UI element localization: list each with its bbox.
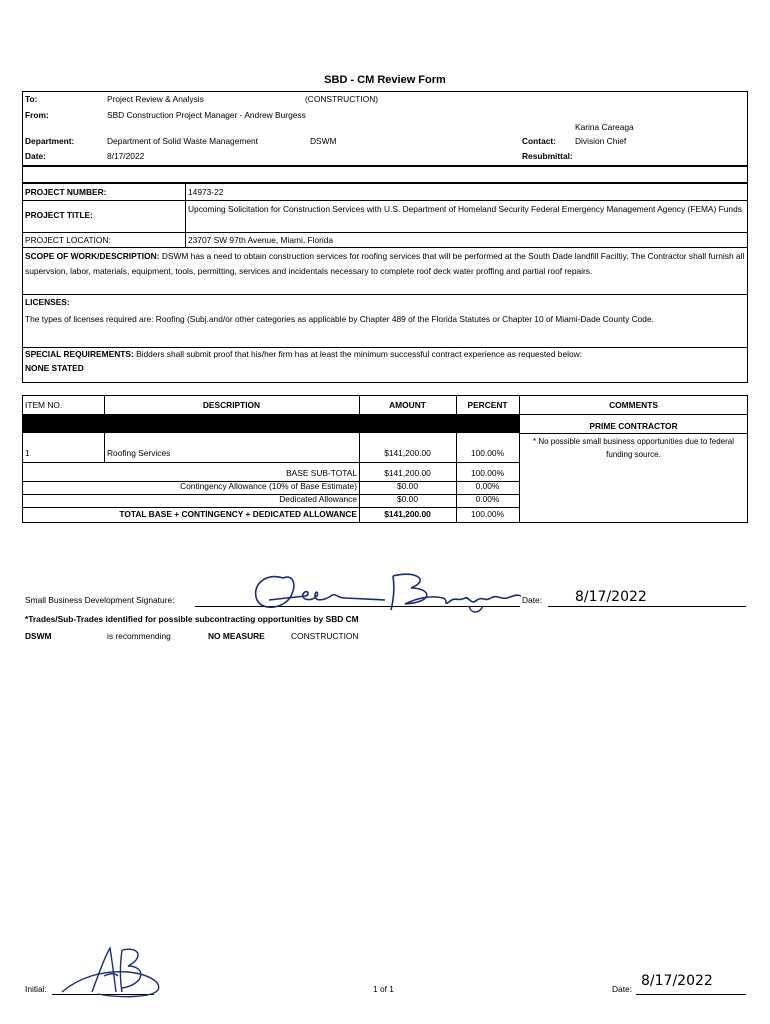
row1-description: Roofing Services xyxy=(107,448,171,458)
total-amount: $141,200.00 xyxy=(384,509,431,519)
table-black-band xyxy=(22,414,519,433)
project-number-label: PROJECT NUMBER: xyxy=(25,187,107,197)
scope-label: SCOPE OF WORK/DESCRIPTION: xyxy=(25,251,160,261)
signature-date-label: Date: xyxy=(522,595,543,605)
contact-title: Division Chief xyxy=(575,136,627,146)
spacer-row xyxy=(22,166,748,183)
header-amount: AMOUNT xyxy=(389,400,426,410)
from-label: From: xyxy=(25,110,49,120)
row1-item: 1 xyxy=(25,448,30,458)
page-number: 1 of 1 xyxy=(373,984,394,994)
from-value: SBD Construction Project Manager - Andrew Burgess xyxy=(107,110,306,120)
divider xyxy=(519,433,748,434)
recommend-type: CONSTRUCTION xyxy=(291,631,359,641)
comment-text: * No possible small business opportunities due to federal funding source. xyxy=(532,437,734,459)
footer-date-line xyxy=(636,994,746,995)
date-label: Date: xyxy=(25,151,46,161)
base-percent: 100.00% xyxy=(470,468,505,478)
base-label: BASE SUB-TOTAL xyxy=(286,468,357,478)
total-percent: 100.00% xyxy=(470,509,505,519)
header-percent: PERCENT xyxy=(467,400,508,410)
department-value: Department of Solid Waste Management xyxy=(107,136,258,146)
project-title-value: Upcoming Solicitation for Construction Services with U.S. Department of Homeland Security Federal Emergency Management Agency (FEMA) Funds xyxy=(188,204,742,214)
recommend-measure: NO MEASURE xyxy=(208,631,265,641)
date-value: 8/17/2022 xyxy=(107,151,145,161)
initial-label: Initial: xyxy=(25,984,47,994)
row1-percent: 100.00% xyxy=(470,448,505,458)
project-number-value: 14973-22 xyxy=(188,187,224,197)
contingency-label: Contingency Allowance (10% of Base Estimate) xyxy=(180,481,357,491)
special-label: SPECIAL REQUIREMENTS: xyxy=(25,349,134,359)
recommend-dept: DSWM xyxy=(25,631,52,641)
project-location-value: 23707 SW 97th Avenue, Miami, Florida xyxy=(188,235,334,245)
signature-date-value: 8/17/2022 xyxy=(575,589,647,605)
signature-image xyxy=(245,566,525,616)
divider xyxy=(104,433,105,462)
divider xyxy=(22,247,748,248)
footer-date-label: Date: xyxy=(612,984,633,994)
none-stated: NONE STATED xyxy=(25,363,84,373)
divider xyxy=(22,294,748,295)
divider xyxy=(22,200,748,201)
dedicated-amount: $0.00 xyxy=(397,494,418,504)
header-comments: COMMENTS xyxy=(609,400,658,410)
project-title-label: PROJECT TITLE: xyxy=(25,210,93,220)
initials-image xyxy=(58,942,168,998)
resubmittal-label: Resubmittal: xyxy=(522,151,573,161)
project-divider xyxy=(185,183,186,247)
signature-date-line xyxy=(548,606,746,607)
to-value: Project Review & Analysis xyxy=(107,94,204,104)
signature-label: Small Business Development Signature: xyxy=(25,595,175,605)
special-text: Bidders shall submit proof that his/her firm has at least the minimum successful contract experience as requested below: xyxy=(136,349,583,359)
special-requirements xyxy=(25,350,582,360)
divider xyxy=(22,347,748,348)
prime-contractor: PRIME CONTRACTOR xyxy=(589,421,678,431)
contact-label: Contact: xyxy=(522,136,556,146)
scope-text: DSWM has a need to obtain construction services for roofing services that will be performed at the South Dade landfill Faciltiy. The Contractor shall furnish all supervsion, labor, materials, equipment, tools, permitting, services and incidentals necessary to complete roof deck water proffing and partial roof repairs. xyxy=(25,251,745,276)
contingency-amount: $0.00 xyxy=(397,481,418,491)
trades-note: *Trades/Sub-Trades identified for possible subcontracting opportunities by SBD CM xyxy=(25,614,359,624)
divider xyxy=(22,462,519,463)
header-item: ITEM NO. xyxy=(25,400,63,410)
licenses-text: The types of licenses required are: Roofing (Subj.and/or other categories as applicable by Chapter 489 of the Florida Statutes or Chapter 10 of Miami-Dade County Code. xyxy=(25,314,654,324)
department-label: Department: xyxy=(25,136,75,146)
total-label: TOTAL BASE + CONTINGENCY + DEDICATED ALLOWANCE xyxy=(119,509,357,519)
header-description: DESCRIPTION xyxy=(202,400,261,410)
row1-amount: $141,200.00 xyxy=(384,448,431,458)
footer-date-value: 8/17/2022 xyxy=(641,973,713,989)
department-code: DSWM xyxy=(310,136,337,146)
divider xyxy=(22,232,748,233)
scope-of-work xyxy=(25,249,745,278)
divider xyxy=(22,507,519,508)
to-label: To: xyxy=(25,94,38,104)
contingency-percent: 0.00% xyxy=(475,481,500,491)
recommend-phrase: is recommending xyxy=(107,631,171,641)
form-title: SBD - CM Review Form xyxy=(324,74,446,86)
dedicated-label: Dedicated Allowance xyxy=(279,494,357,504)
divider xyxy=(22,414,748,415)
licenses-label: LICENSES: xyxy=(25,297,70,307)
base-amount: $141,200.00 xyxy=(384,468,431,478)
dedicated-percent: 0.00% xyxy=(475,494,500,504)
to-type: (CONSTRUCTION) xyxy=(305,94,379,104)
project-location-label: PROJECT LOCATION: xyxy=(25,235,111,245)
contact-name: Karina Careaga xyxy=(575,122,634,132)
